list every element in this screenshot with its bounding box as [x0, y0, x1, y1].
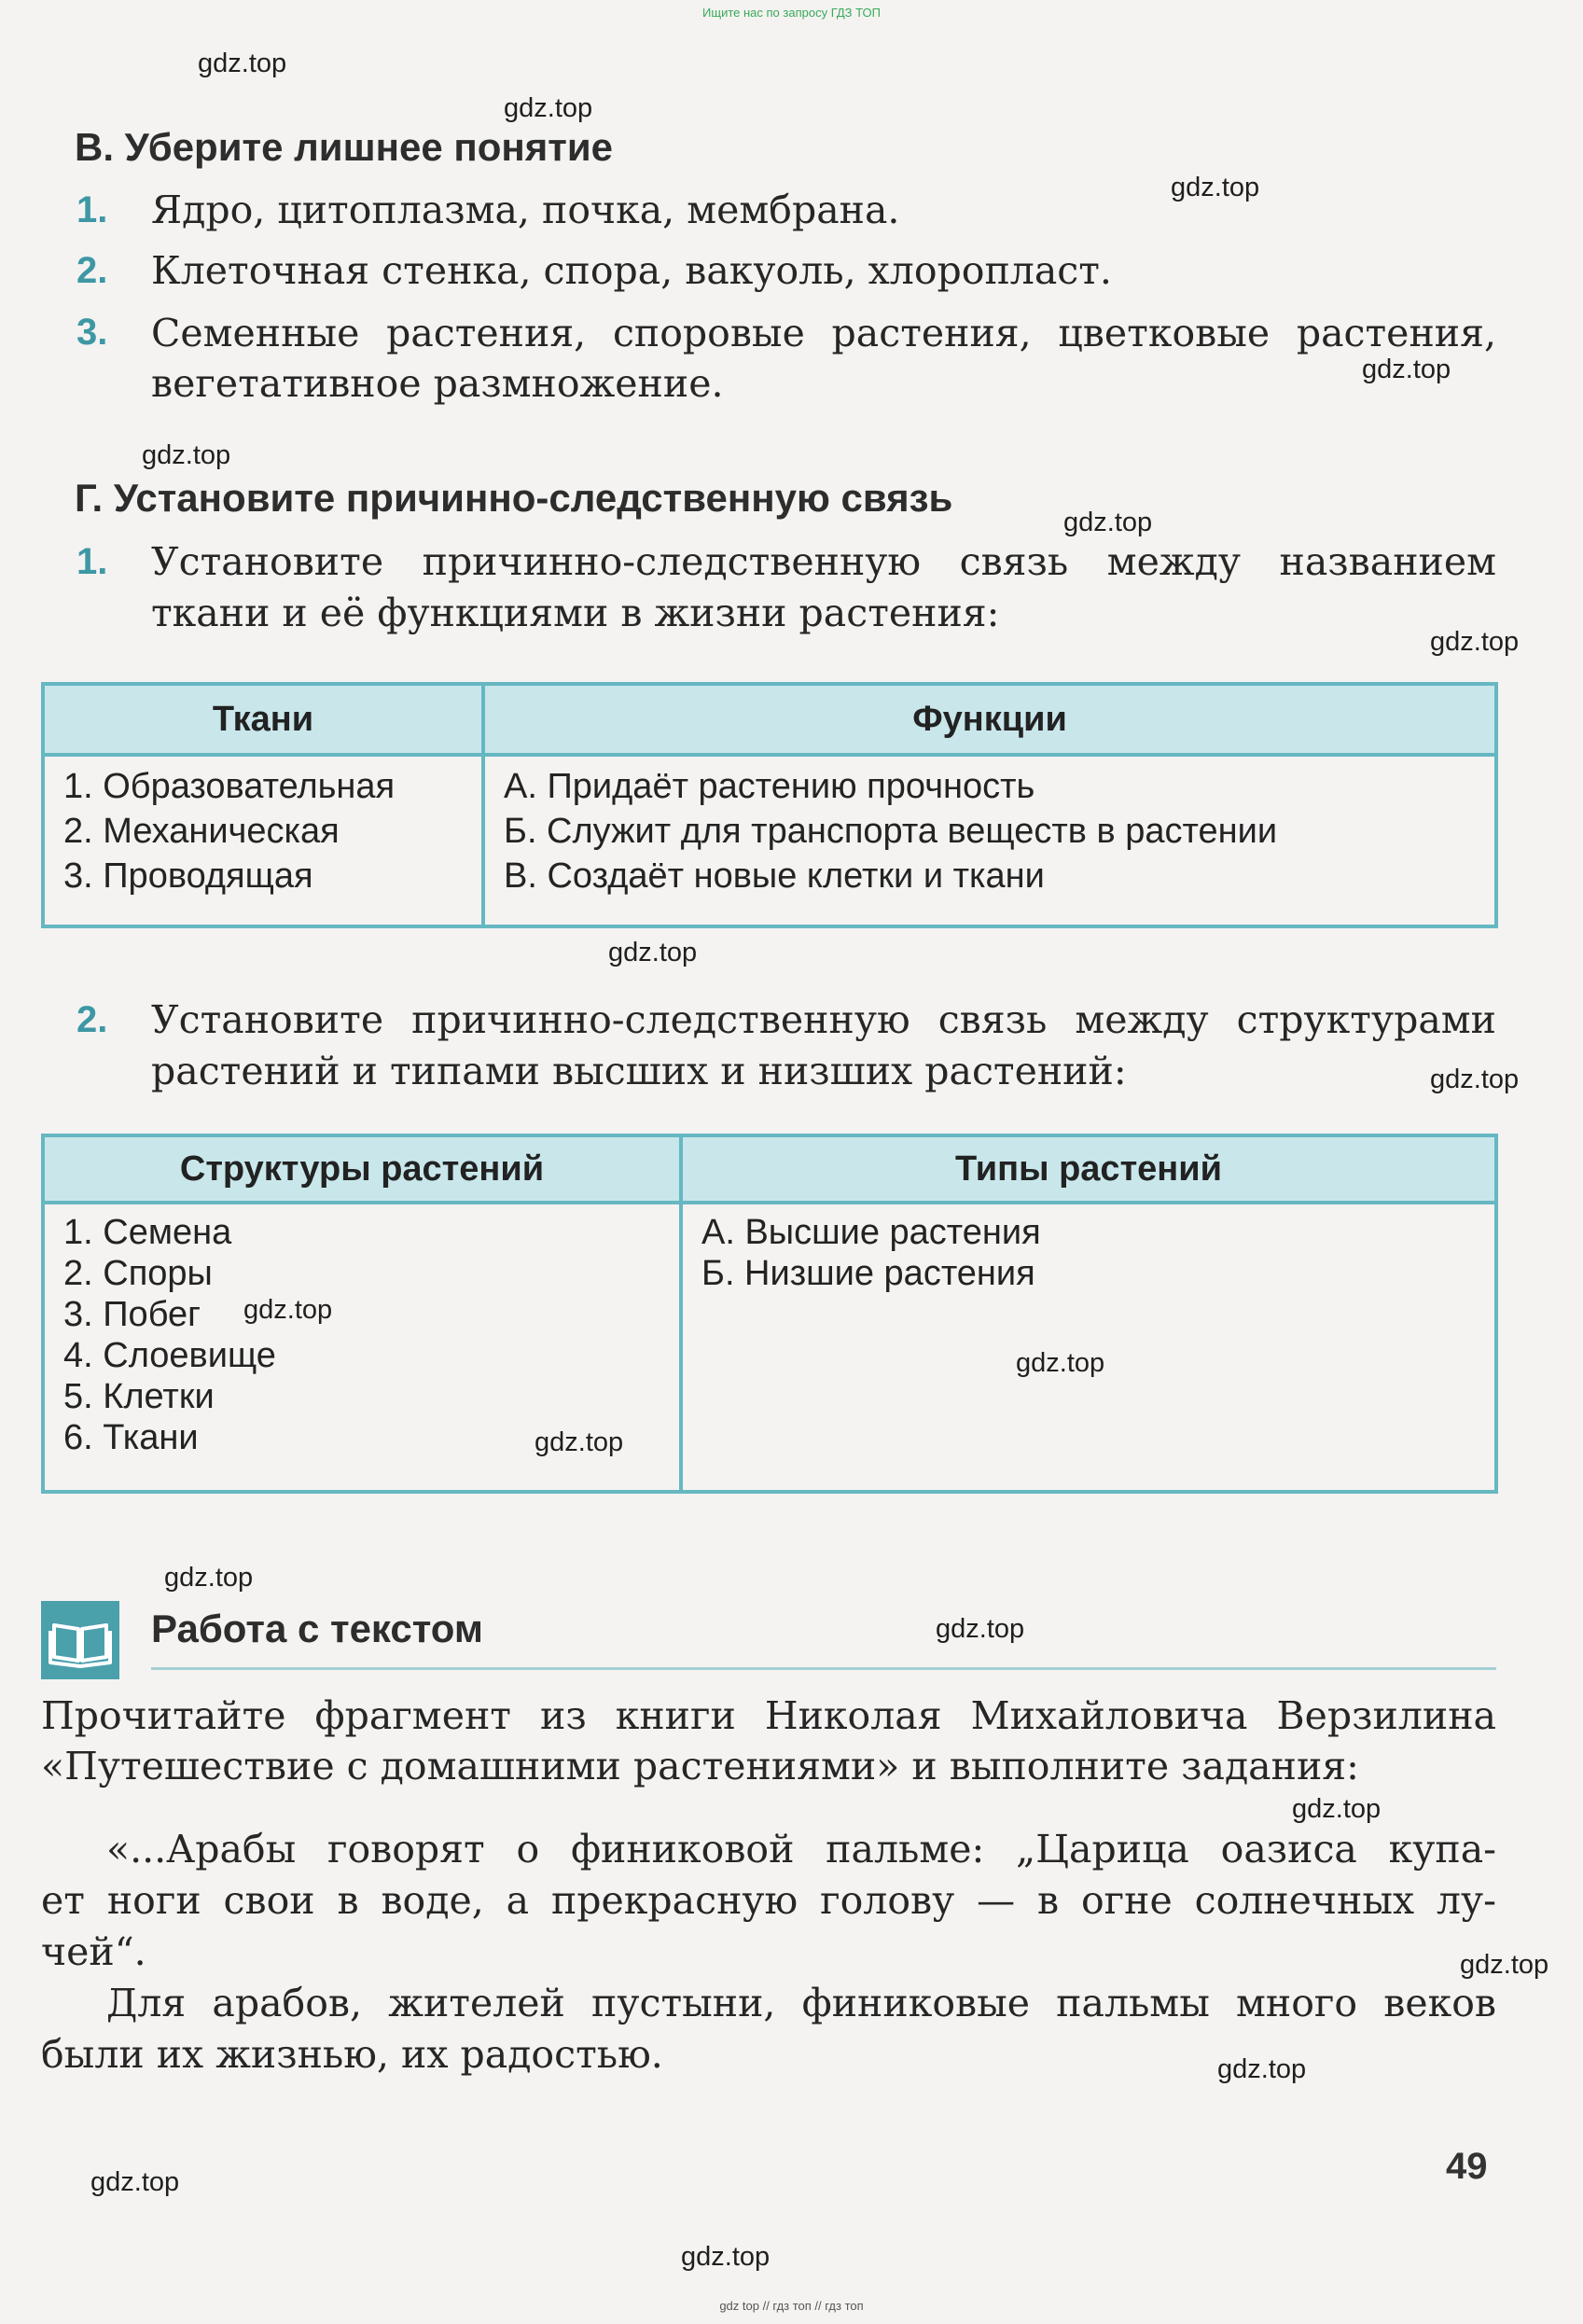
- header-note: Ищите нас по запросу ГДЗ ТОП: [702, 6, 881, 20]
- table-row-text: 3. Побег: [63, 1295, 201, 1334]
- watermark: gdz.top: [1292, 1794, 1382, 1824]
- table-row-text: 3. Проводящая: [63, 856, 313, 896]
- watermark: gdz.top: [936, 1614, 1025, 1644]
- watermark: gdz.top: [90, 2167, 180, 2197]
- watermark: gdz.top: [1171, 173, 1260, 202]
- watermark: gdz.top: [164, 1563, 254, 1593]
- intro-line: Прочитайте фрагмент из книги Николая Михайловича Верзилина: [41, 1693, 1496, 1738]
- table-row-text: Б. Служит для транспорта веществ в растении: [504, 812, 1278, 851]
- watermark: gdz.top: [608, 938, 698, 967]
- table-row-text: 2. Споры: [63, 1254, 213, 1293]
- item-number: 2.: [76, 999, 108, 1040]
- table-header: Ткани: [43, 684, 483, 755]
- table-row-text: 1. Семена: [63, 1213, 232, 1252]
- paragraph-line: были их жизнью, их радостью.: [41, 2032, 663, 2077]
- list-item: Клеточная стенка, спора, вакуоль, хлоропласт.: [151, 248, 1112, 293]
- table-row-text: В. Создаёт новые клетки и ткани: [504, 856, 1045, 896]
- section-v-title: В. Уберите лишнее понятие: [75, 125, 614, 169]
- watermark: gdz.top: [1063, 508, 1153, 537]
- watermark: gdz.top: [142, 440, 231, 470]
- intro-line: «Путешествие с домашними растениями» и выполните задания:: [41, 1744, 1359, 1788]
- item-number: 1.: [76, 189, 108, 230]
- task-text-line: Установите причинно-следственную связь между структурами: [151, 997, 1496, 1042]
- table-row-text: А. Высшие растения: [701, 1213, 1041, 1252]
- task-text-line: ткани и её функциями в жизни растения:: [151, 591, 1000, 635]
- task-text-line: Установите причинно-следственную связь между названием: [151, 539, 1496, 584]
- quote-line: чей“.: [41, 1929, 146, 1974]
- book-icon: [41, 1601, 119, 1679]
- table-row-text: 4. Слоевище: [63, 1336, 276, 1375]
- quote-line: ет ноги свои в воде, а прекрасную голову — в огне солнечных лу-: [41, 1878, 1496, 1923]
- watermark: gdz.top: [198, 49, 287, 78]
- tissues-table: [41, 682, 1498, 928]
- table-row-text: А. Придаёт растению прочность: [504, 767, 1035, 806]
- table-row-text: 6. Ткани: [63, 1418, 199, 1457]
- footer-note: gdz top // гдз топ // гдз топ: [719, 2299, 864, 2313]
- table-header: Структуры растений: [43, 1135, 681, 1203]
- section-g-title: Г. Установите причинно-следственную связь: [75, 476, 953, 520]
- watermark: gdz.top: [504, 93, 593, 123]
- paragraph-line: Для арабов, жителей пустыни, финиковые пальмы много веков: [106, 1981, 1496, 2025]
- watermark: gdz.top: [1430, 1065, 1520, 1094]
- list-item-line: вегетативное размножение.: [151, 361, 724, 406]
- watermark: gdz.top: [1430, 627, 1520, 657]
- section-divider: [151, 1667, 1496, 1670]
- task-text-line: растений и типами высших и низших растений:: [151, 1049, 1127, 1093]
- watermark: gdz.top: [681, 2242, 771, 2272]
- watermark: gdz.top: [243, 1295, 333, 1325]
- table-cell: [483, 755, 1496, 926]
- structures-table: [41, 1134, 1498, 1494]
- list-item: Ядро, цитоплазма, почка, мембрана.: [151, 188, 900, 232]
- watermark: gdz.top: [1217, 2054, 1307, 2084]
- table-cell: [681, 1203, 1496, 1492]
- table-cell: [43, 755, 483, 926]
- item-number: 3.: [76, 312, 108, 353]
- table-row-text: 1. Образовательная: [63, 767, 396, 806]
- table-header: Типы растений: [681, 1135, 1496, 1203]
- quote-line: «...Арабы говорят о финиковой пальме: „Царица оазиса купа-: [106, 1827, 1496, 1872]
- table-header: Функции: [483, 684, 1496, 755]
- watermark: gdz.top: [1460, 1950, 1549, 1980]
- watermark: gdz.top: [535, 1427, 624, 1457]
- page-number: 49: [1446, 2146, 1488, 2187]
- watermark: gdz.top: [1016, 1348, 1105, 1378]
- section-title: Работа с текстом: [151, 1607, 483, 1650]
- item-number: 2.: [76, 250, 108, 291]
- table-cell: [43, 1203, 681, 1492]
- table-row-text: 2. Механическая: [63, 812, 340, 851]
- item-number: 1.: [76, 541, 108, 582]
- list-item-line: Семенные растения, споровые растения, цветковые растения,: [151, 311, 1496, 355]
- watermark: gdz.top: [1362, 355, 1451, 384]
- table-row-text: 5. Клетки: [63, 1377, 215, 1416]
- table-row-text: Б. Низшие растения: [701, 1254, 1035, 1293]
